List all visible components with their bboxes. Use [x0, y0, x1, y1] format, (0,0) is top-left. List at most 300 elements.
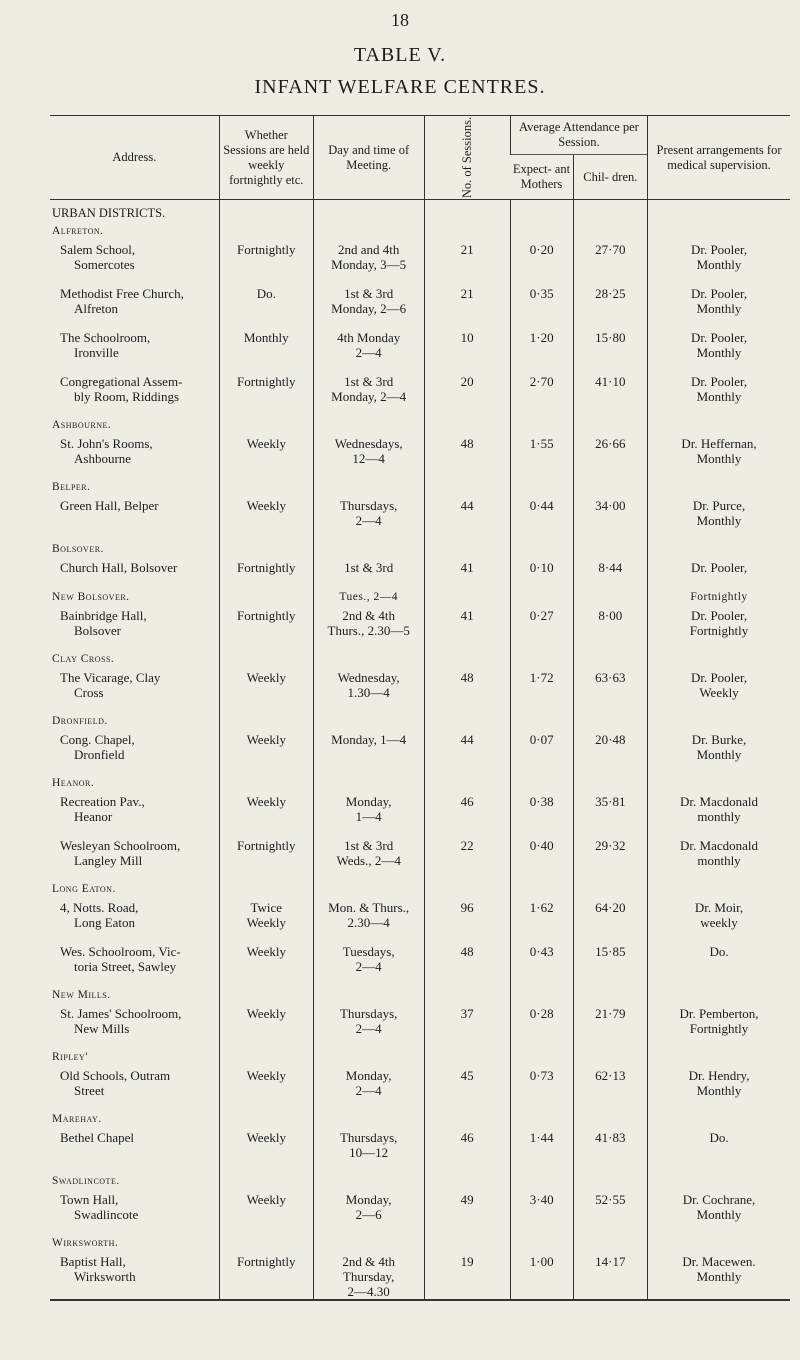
sessions-cell [424, 714, 510, 732]
whether-cell-line: Fortnightly [237, 1254, 296, 1269]
mothers-cell [510, 436, 573, 480]
address-line-1: The Vicarage, Clay [60, 670, 161, 685]
district-name: New Bolsover. [52, 591, 130, 603]
sessions-cell-line: 22 [460, 838, 474, 853]
medical-cell [648, 1050, 790, 1068]
mothers-cell [510, 652, 573, 670]
day-cell [313, 1192, 424, 1236]
medical-cell-line: Dr. Heffernan, [681, 436, 757, 451]
address-cell [50, 794, 219, 838]
address-line-2: Heanor [74, 809, 113, 824]
day-cell-line: Monday, 2—6 [331, 301, 407, 316]
table-title: TABLE V. [353, 44, 447, 66]
whether-cell-line: Weekly [246, 436, 286, 451]
children-cell [573, 590, 647, 608]
whether-cell [219, 1006, 313, 1050]
mothers-cell-line: 0·35 [529, 286, 554, 301]
district-row [50, 882, 790, 900]
address-cell [50, 374, 219, 418]
medical-cell [648, 224, 790, 242]
address-line-1: Old Schools, Outram [60, 1068, 171, 1083]
day-cell-line: 2—4 [355, 513, 382, 528]
medical-cell [648, 988, 790, 1006]
whether-cell-line: Weekly [246, 498, 286, 513]
mothers-cell [510, 882, 573, 900]
sessions-cell [424, 1112, 510, 1130]
mothers-cell-line: 0·38 [529, 794, 554, 809]
children-cell [573, 286, 647, 330]
day-cell [313, 714, 424, 732]
mothers-cell-line: 1·72 [529, 670, 554, 685]
medical-cell-line: Do. [709, 944, 729, 959]
medical-cell-line: Dr. Pooler, [690, 374, 748, 389]
children-cell-line: 14·17 [595, 1254, 626, 1269]
children-cell-line: 20·48 [595, 732, 626, 747]
sessions-cell-line: 21 [460, 286, 474, 301]
medical-cell [648, 1130, 790, 1174]
medical-cell [648, 330, 790, 374]
address-line-1: Wesleyan Schoolroom, [60, 838, 181, 853]
day-cell-line: Monday, [345, 1192, 392, 1207]
medical-cell [648, 1112, 790, 1130]
medical-cell-line: Dr. Hendry, [688, 1068, 750, 1083]
mothers-cell [510, 242, 573, 286]
sessions-cell [424, 794, 510, 838]
children-cell-line: 27·70 [595, 242, 626, 257]
address-line-1: 4, Notts. Road, [60, 900, 139, 915]
address-cell [50, 838, 219, 882]
sessions-cell [424, 882, 510, 900]
district-name: Heanor. [52, 777, 95, 789]
medical-cell [648, 286, 790, 330]
address-line-1: Green Hall, Belper [60, 498, 159, 513]
page-number: 18 [391, 10, 409, 30]
header-children: Chil- dren. [573, 155, 647, 200]
sessions-cell-line: 46 [460, 1130, 474, 1145]
table-row [50, 1192, 790, 1236]
mothers-cell-line: 2·70 [529, 374, 554, 389]
medical-cell-line: Monthly [696, 1207, 742, 1222]
medical-cell-line: Dr. Pemberton, [679, 1006, 759, 1021]
whether-cell-line: Fortnightly [237, 838, 296, 853]
mothers-cell-line: 0·43 [529, 944, 554, 959]
day-cell [313, 794, 424, 838]
table-row [50, 1006, 790, 1050]
medical-cell [648, 1236, 790, 1254]
medical-cell [648, 944, 790, 988]
table-row [50, 1254, 790, 1300]
medical-cell-line: Dr. Macewen. [682, 1254, 756, 1269]
header-no-sessions [424, 116, 510, 200]
sessions-cell [424, 242, 510, 286]
mothers-cell-line: 0·20 [529, 242, 554, 257]
day-cell-line: 12—4 [352, 451, 385, 466]
mothers-cell [510, 794, 573, 838]
sessions-cell-line: 10 [460, 330, 474, 345]
medical-cell-line: Monthly [696, 389, 742, 404]
mothers-cell [510, 330, 573, 374]
address-cell [50, 1006, 219, 1050]
children-cell [573, 838, 647, 882]
day-cell [313, 560, 424, 590]
day-cell-line: 2nd & 4th [342, 608, 396, 623]
children-cell [573, 242, 647, 286]
medical-cell-line: Do. [709, 1130, 729, 1145]
whether-cell [219, 242, 313, 286]
header-mothers: Expect- ant Mothers [510, 155, 573, 200]
address-line-1: Recreation Pav., [60, 794, 145, 809]
children-cell-line: 28·25 [595, 286, 626, 301]
address-cell [50, 900, 219, 944]
children-cell-line: 63·63 [595, 670, 626, 685]
whether-cell [219, 944, 313, 988]
mothers-cell-line: 1·20 [529, 330, 554, 345]
address-line-1: Bethel Chapel [60, 1130, 135, 1145]
children-cell-line: 29·32 [595, 838, 626, 853]
day-cell [313, 542, 424, 560]
whether-cell-line: Weekly [246, 1130, 286, 1145]
day-cell [313, 670, 424, 714]
medical-cell-line: Fortnightly [690, 591, 748, 603]
whether-cell [219, 1130, 313, 1174]
whether-cell-line: Fortnightly [237, 374, 296, 389]
day-cell-line: 1.30—4 [347, 685, 390, 700]
whether-cell-line: Weekly [246, 915, 286, 930]
address-line-1: Methodist Free Church, [60, 286, 184, 301]
address-line-2: Swadlincote [74, 1207, 139, 1222]
day-cell-line: Monday, 3—5 [331, 257, 407, 272]
children-cell [573, 542, 647, 560]
whether-cell [219, 714, 313, 732]
day-cell-line: 1st & 3rd [344, 838, 394, 853]
header-whether: Whether Sessions are held weekly fortnightly etc. [219, 116, 313, 200]
mothers-cell-line: 0·10 [529, 560, 554, 575]
medical-cell [648, 374, 790, 418]
address-cell [50, 498, 219, 542]
district-name: Long Eaton. [52, 883, 116, 895]
children-cell-line: 8·44 [598, 560, 623, 575]
medical-cell [648, 794, 790, 838]
medical-cell [648, 1174, 790, 1192]
children-cell-line: 34·00 [595, 498, 626, 513]
whether-cell-line: Twice [250, 900, 283, 915]
table-row [50, 560, 790, 590]
table-row [50, 794, 790, 838]
sessions-cell-line: 46 [460, 794, 474, 809]
address-line-2: Street [74, 1083, 105, 1098]
district-row [50, 542, 790, 560]
whether-cell [219, 560, 313, 590]
medical-cell-line: Dr. Moir, [694, 900, 744, 915]
children-cell [573, 480, 647, 498]
day-cell [313, 838, 424, 882]
medical-cell-line: Dr. Pooler, [690, 286, 748, 301]
children-cell [573, 670, 647, 714]
header-address: Address. [50, 116, 219, 200]
children-cell-line: 41·83 [595, 1130, 626, 1145]
day-cell [313, 418, 424, 436]
medical-cell [648, 900, 790, 944]
district-row [50, 224, 790, 242]
whether-cell-line: Weekly [246, 1006, 286, 1021]
sessions-cell [424, 330, 510, 374]
district-name: Marehay. [52, 1113, 102, 1125]
day-cell [313, 1006, 424, 1050]
day-cell-line: Monday, 1—4 [331, 732, 407, 747]
medical-cell [648, 480, 790, 498]
day-cell-line: 2—6 [355, 1207, 382, 1222]
children-cell [573, 776, 647, 794]
table-row [50, 608, 790, 652]
mothers-cell-line: 0·27 [529, 608, 554, 623]
table-row [50, 732, 790, 776]
day-cell-line: Thursdays, [339, 1130, 398, 1145]
table-body [50, 200, 790, 1301]
whether-cell [219, 480, 313, 498]
sessions-cell [424, 436, 510, 480]
sessions-cell [424, 374, 510, 418]
mothers-cell-line: 0·40 [529, 838, 554, 853]
medical-cell-line: Monthly [696, 451, 742, 466]
medical-cell [648, 436, 790, 480]
children-cell [573, 1130, 647, 1174]
medical-cell [648, 242, 790, 286]
children-cell [573, 1050, 647, 1068]
children-cell [573, 988, 647, 1006]
sessions-cell [424, 1068, 510, 1112]
day-cell-line: Tues., 2—4 [339, 591, 398, 603]
address-cell [50, 944, 219, 988]
children-cell-line: 15·80 [595, 330, 626, 345]
address-cell [50, 286, 219, 330]
district-row [50, 988, 790, 1006]
whether-cell [219, 670, 313, 714]
whether-cell [219, 608, 313, 652]
whether-cell [219, 330, 313, 374]
children-cell [573, 560, 647, 590]
children-cell-line: 41·10 [595, 374, 626, 389]
whether-cell-line: Weekly [246, 670, 286, 685]
day-cell [313, 900, 424, 944]
sessions-cell [424, 590, 510, 608]
medical-cell [648, 560, 790, 590]
medical-cell [648, 1006, 790, 1050]
table-row [50, 838, 790, 882]
address-line-1: Baptist Hall, [60, 1254, 126, 1269]
address-line-1: Bainbridge Hall, [60, 608, 147, 623]
medical-cell [648, 652, 790, 670]
day-cell [313, 1112, 424, 1130]
children-cell [573, 224, 647, 242]
address-line-1: Cong. Chapel, [60, 732, 135, 747]
district-row [50, 776, 790, 794]
whether-cell-line: Fortnightly [237, 608, 296, 623]
table-row [50, 1068, 790, 1112]
sessions-cell [424, 732, 510, 776]
sessions-cell [424, 900, 510, 944]
medical-cell-line: Dr. Pooler, [690, 560, 748, 575]
mothers-cell [510, 286, 573, 330]
table-row [50, 498, 790, 542]
mothers-cell-line: 0·44 [529, 498, 554, 513]
district-row [50, 1236, 790, 1254]
day-cell [313, 590, 424, 608]
sessions-cell-line: 48 [460, 944, 474, 959]
address-cell [50, 1130, 219, 1174]
whether-cell-line: Monthly [243, 330, 289, 345]
district-name: Clay Cross. [52, 653, 115, 665]
children-cell-line: 21·79 [595, 1006, 626, 1021]
medical-cell [648, 714, 790, 732]
day-cell-line: Thursdays, [339, 1006, 398, 1021]
day-cell-line: 2—4 [355, 959, 382, 974]
medical-cell-line: Fortnightly [689, 1021, 749, 1036]
address-cell [50, 608, 219, 652]
sessions-cell-line: 37 [460, 1006, 474, 1021]
address-line-2: Bolsover [74, 623, 121, 638]
address-cell [50, 670, 219, 714]
mothers-cell [510, 1068, 573, 1112]
address-line-1: Church Hall, Bolsover [60, 560, 178, 575]
day-cell-line: Tuesdays, [342, 944, 395, 959]
table-row [50, 330, 790, 374]
medical-cell [648, 590, 790, 608]
day-cell [313, 1130, 424, 1174]
medical-cell-line: Monthly [696, 345, 742, 360]
medical-cell [648, 732, 790, 776]
whether-cell [219, 776, 313, 794]
whether-cell [219, 1174, 313, 1192]
mothers-cell-line: 0·07 [529, 732, 554, 747]
medical-cell [648, 542, 790, 560]
day-cell [313, 224, 424, 242]
header-day: Day and time of Meeting. [313, 116, 424, 200]
address-line-1: Congregational Assem- [60, 374, 183, 389]
address-line-2: bly Room, Riddings [74, 389, 180, 404]
day-cell-line: Mon. & Thurs., [328, 900, 410, 915]
day-cell [313, 988, 424, 1006]
medical-cell [648, 498, 790, 542]
whether-cell [219, 1192, 313, 1236]
sessions-cell [424, 560, 510, 590]
day-cell [313, 944, 424, 988]
medical-cell-line: Dr. Pooler, [690, 242, 748, 257]
children-cell [573, 1174, 647, 1192]
children-cell-line: 64·20 [595, 900, 626, 915]
table-row [50, 242, 790, 286]
children-cell [573, 374, 647, 418]
address-line-2: Wirksworth [74, 1269, 136, 1284]
medical-cell [648, 670, 790, 714]
whether-cell [219, 1112, 313, 1130]
mothers-cell [510, 498, 573, 542]
mothers-cell [510, 988, 573, 1006]
table-row [50, 436, 790, 480]
address-line-2: toria Street, Sawley [74, 959, 177, 974]
sessions-cell [424, 418, 510, 436]
day-cell-line: Thursday, [342, 1269, 395, 1284]
address-cell [50, 1068, 219, 1112]
district-name: Alfreton. [52, 225, 104, 237]
sessions-cell [424, 776, 510, 794]
whether-cell [219, 732, 313, 776]
medical-cell-line: Dr. Pooler, [690, 670, 748, 685]
day-cell-line: 2—4 [355, 1083, 382, 1098]
mothers-cell [510, 1254, 573, 1300]
district-row [50, 1050, 790, 1068]
medical-cell [648, 1192, 790, 1236]
day-cell-line: 2—4 [355, 1021, 382, 1036]
day-cell-line: 1st & 3rd [344, 374, 394, 389]
day-cell-line: Thurs., 2.30—5 [327, 623, 410, 638]
table-row [50, 900, 790, 944]
sessions-cell-line: 48 [460, 670, 474, 685]
children-cell [573, 1068, 647, 1112]
medical-cell-line: Monthly [696, 1083, 742, 1098]
mothers-cell [510, 224, 573, 242]
district-row [50, 590, 790, 608]
mothers-cell [510, 374, 573, 418]
children-cell [573, 794, 647, 838]
medical-cell-line: Dr. Cochrane, [682, 1192, 756, 1207]
mothers-cell-line: 1·44 [529, 1130, 554, 1145]
day-cell-line: 1—4 [355, 809, 382, 824]
address-cell [50, 330, 219, 374]
day-cell-line: 2—4 [355, 345, 382, 360]
medical-cell-line: Dr. Macdonald [680, 794, 759, 809]
whether-cell [219, 224, 313, 242]
whether-cell [219, 1050, 313, 1068]
sessions-cell-line: 41 [460, 560, 474, 575]
day-cell [313, 652, 424, 670]
district-name: New Mills. [52, 989, 111, 1001]
sessions-cell-line: 45 [460, 1068, 474, 1083]
sessions-cell [424, 480, 510, 498]
medical-cell-line: Fortnightly [689, 623, 749, 638]
children-cell [573, 732, 647, 776]
children-cell [573, 436, 647, 480]
sessions-cell [424, 1236, 510, 1254]
mothers-cell [510, 1112, 573, 1130]
district-name: Swadlincote. [52, 1175, 120, 1187]
mothers-cell-line: 1·62 [529, 900, 554, 915]
sessions-cell [424, 1050, 510, 1068]
whether-cell [219, 374, 313, 418]
day-cell [313, 882, 424, 900]
address-line-2: Dronfield [74, 747, 125, 762]
medical-cell-line: monthly [697, 809, 741, 824]
children-cell-line: 8·00 [598, 608, 623, 623]
children-cell [573, 714, 647, 732]
sessions-cell-line: 44 [460, 732, 474, 747]
children-cell [573, 900, 647, 944]
whether-cell [219, 542, 313, 560]
day-cell [313, 480, 424, 498]
day-cell-line: 1st & 3rd [344, 286, 394, 301]
day-cell [313, 1050, 424, 1068]
medical-cell-line: weekly [700, 915, 738, 930]
day-cell-line: 2nd & 4th [342, 1254, 396, 1269]
district-name: Bolsover. [52, 543, 104, 555]
day-cell [313, 608, 424, 652]
mothers-cell [510, 1050, 573, 1068]
district-row [50, 1174, 790, 1192]
address-line-1: Town Hall, [60, 1192, 119, 1207]
day-cell-line: Monday, [345, 1068, 392, 1083]
day-cell [313, 776, 424, 794]
medical-cell-line: Dr. Macdonald [680, 838, 759, 853]
medical-cell-line: Monthly [696, 301, 742, 316]
